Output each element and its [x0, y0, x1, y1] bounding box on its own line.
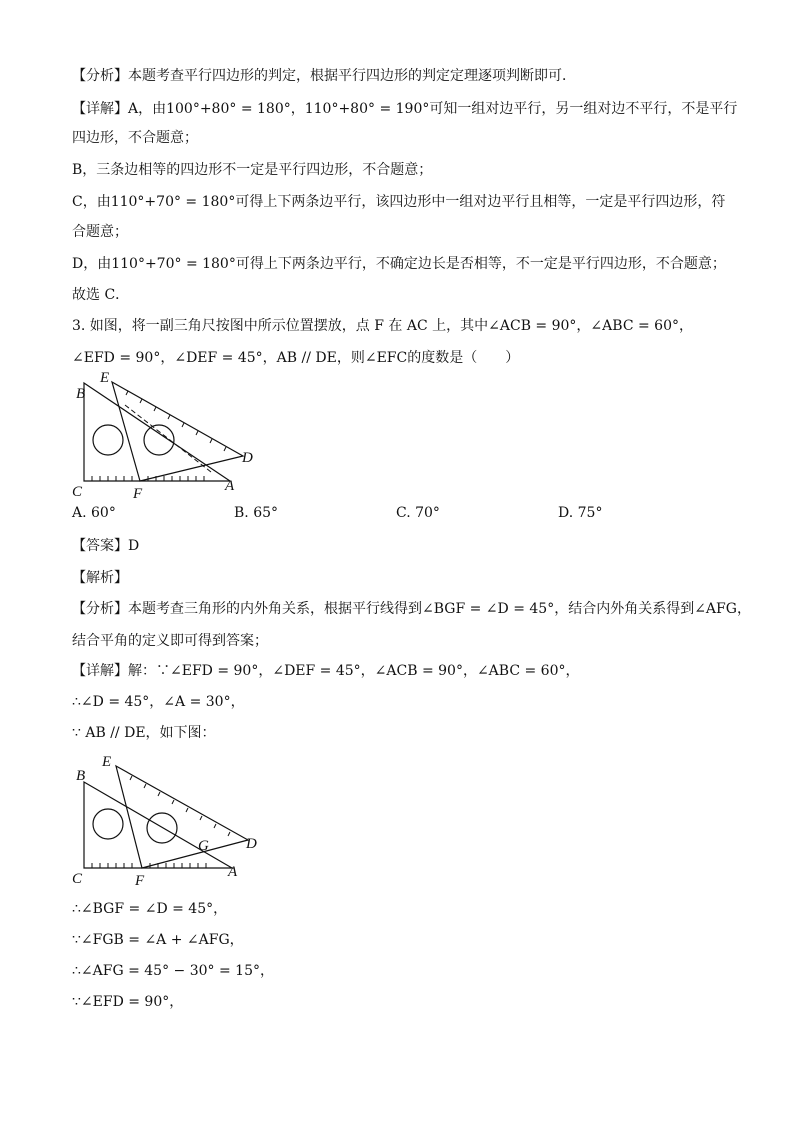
detail-line-a: 【详解】A，由100°+80° = 180°，110°+80° = 190°可知一组对边平行，另一组对边不平行，不是平行 — [72, 101, 738, 117]
detail-line-c: C，由110°+70° = 180°可得上下两条边平行，该四边形中一组对边平行且相等，一定是平行四边形，符 — [72, 194, 726, 210]
solution-line-7: ∵∠EFD = 90°， — [72, 994, 184, 1010]
answer-line: 【答案】D — [72, 538, 140, 554]
solution-line-5: ∵∠FGB = ∠A + ∠AFG， — [72, 932, 244, 948]
label-b: B — [76, 386, 86, 402]
ruler-ticks — [92, 391, 226, 481]
analysis-line-2: 【分析】本题考查三角形的内外角关系，根据平行线得到∠BGF = ∠D = 45°，结合内外角关系得到∠AFG， — [72, 601, 751, 617]
option-c: C. 70° — [396, 505, 440, 521]
detail-line-b: B，三条边相等的四边形不一定是平行四边形，不合题意； — [72, 162, 433, 178]
label-f: F — [133, 486, 143, 502]
analysis-line-1: 【分析】本题考查平行四边形的判定，根据平行四边形的判定定理逐项判断即可． — [72, 68, 576, 84]
explanation-heading: 【解析】 — [72, 570, 128, 586]
label-f-2: F — [135, 873, 145, 889]
option-d: D. 75° — [558, 505, 603, 521]
label-a-2: A — [228, 864, 238, 880]
detail-line-a-cont: 四边形，不合题意； — [72, 130, 198, 146]
solution-line-4: ∴∠BGF = ∠D = 45°， — [72, 901, 228, 917]
label-d-2: D — [246, 836, 257, 852]
label-c: C — [72, 484, 83, 500]
label-e-2: E — [102, 754, 112, 770]
triangle-efd — [112, 382, 243, 481]
label-a: A — [225, 478, 235, 494]
option-b: B. 65° — [234, 505, 279, 521]
triangle-figure-2 — [70, 752, 270, 887]
question-3-line-1: 3. 如图，将一副三角尺按图中所示位置摆放，点 F 在 AC 上，其中∠ACB = 90°，∠ABC = 60°， — [72, 318, 693, 334]
circle-left-2 — [93, 809, 123, 839]
dashed-segment — [125, 405, 211, 472]
detail-line-d: D，由110°+70° = 180°可得上下两条边平行，不确定边长是否相等，不一定是平行四边形，不合题意； — [72, 256, 726, 272]
triangle-figure-1 — [70, 370, 270, 500]
label-b-2: B — [76, 768, 86, 784]
triangle-efd-2 — [116, 766, 248, 868]
detail-line-c-cont: 合题意； — [72, 224, 128, 240]
answer-options — [72, 505, 732, 525]
question-3-line-2: ∠EFD = 90°，∠DEF = 45°，AB // DE，则∠EFC的度数是（ ） — [72, 350, 520, 366]
solution-line-2: ∴∠D = 45°，∠A = 30°， — [72, 694, 245, 710]
solution-line-1: 【详解】解：∵∠EFD = 90°，∠DEF = 45°，∠ACB = 90°，∠ABC = 60°， — [72, 663, 580, 679]
solution-line-6: ∴∠AFG = 45° − 30° = 15°， — [72, 963, 274, 979]
option-a: A. 60° — [72, 505, 116, 521]
triangle-abc — [84, 383, 230, 481]
label-c-2: C — [72, 871, 83, 887]
solution-line-3: ∵ AB // DE，如下图： — [72, 725, 216, 741]
label-e: E — [100, 370, 110, 386]
label-g-2: G — [198, 838, 209, 854]
label-d: D — [242, 450, 253, 466]
choice-conclusion: 故选 C． — [72, 287, 130, 303]
circle-left — [93, 425, 123, 455]
analysis-line-2-cont: 结合平角的定义即可得到答案； — [72, 633, 268, 649]
